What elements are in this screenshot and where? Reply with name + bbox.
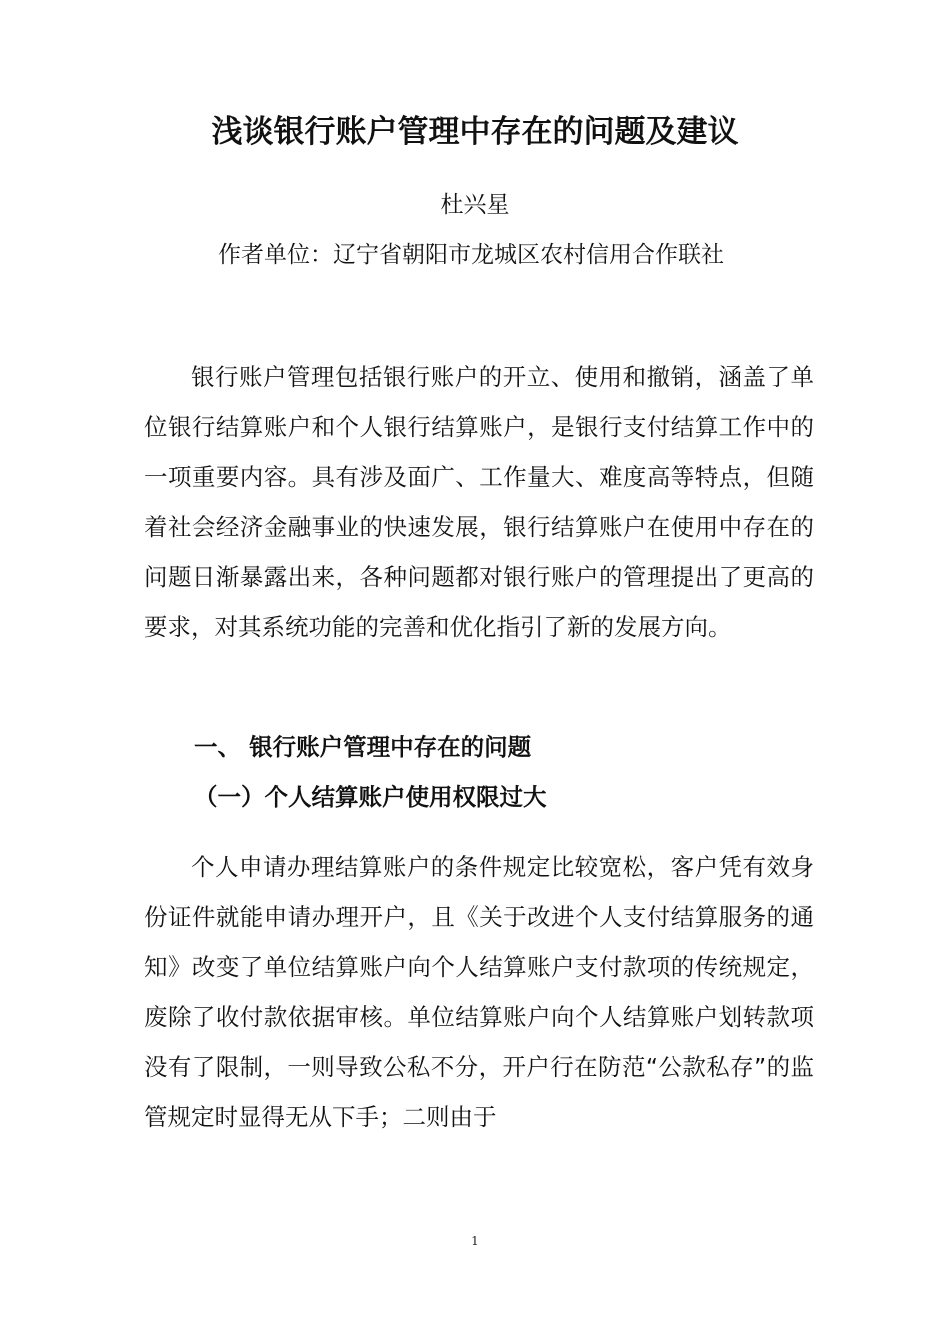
section-heading: 一、 银行账户管理中存在的问题	[194, 733, 532, 761]
author-name: 杜兴星	[440, 192, 510, 218]
body-paragraph: 个人申请办理结算账户的条件规定比较宽松，客户凭有效身份证件就能申请办理开户，且《关于改进个人支付结算服务的通知》改变了单位结算账户向个人结算账户支付款项的传统规定，废除了收付款依据审核。单位结算账户向个人结算账户划转款项没有了限制，一则导致公私不分，开户行在防范“公款私存”的监管规定时显得无从下手；二则由于	[144, 853, 814, 1131]
document-title: 浅谈银行账户管理中存在的问题及建议	[211, 114, 739, 150]
author-affiliation: 作者单位：辽宁省朝阳市龙城区农村信用合作联社	[218, 242, 724, 268]
page-number: 1	[471, 1234, 479, 1248]
intro-paragraph: 银行账户管理包括银行账户的开立、使用和撤销，涵盖了单位银行结算账户和个人银行结算账户，是银行支付结算工作中的一项重要内容。具有涉及面广、工作量大、难度高等特点，但随着社会经济金融事业的快速发展，银行结算账户在使用中存在的问题日渐暴露出来，各种问题都对银行账户的管理提出了更高的要求，对其系统功能的完善和优化指引了新的发展方向。	[144, 363, 814, 641]
subsection-heading: （一）个人结算账户使用权限过大	[194, 783, 547, 811]
